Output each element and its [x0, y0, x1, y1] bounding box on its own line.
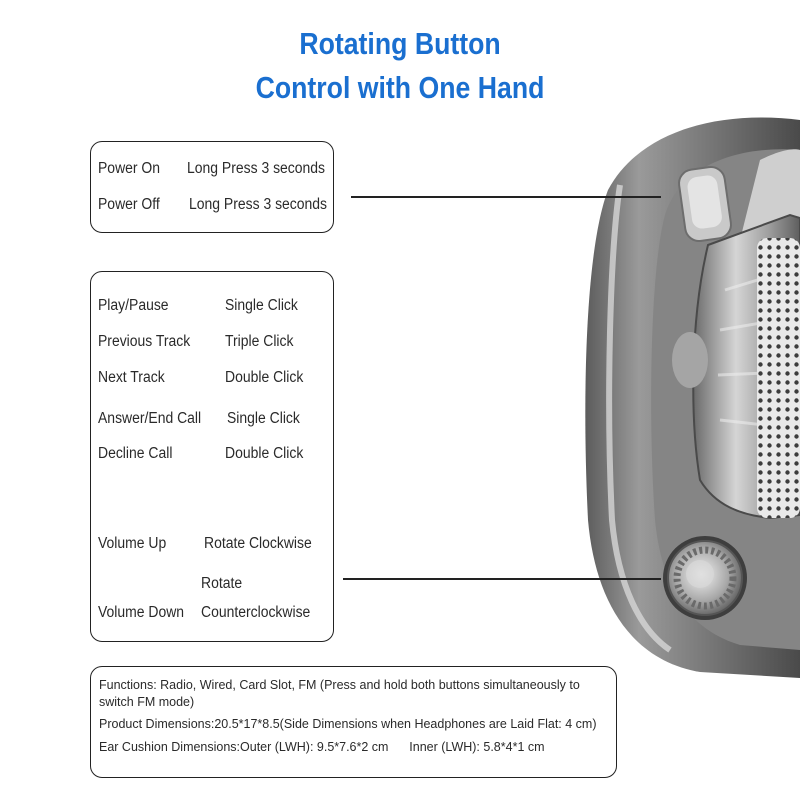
side-bump: [672, 332, 708, 388]
page-title-line-1: Rotating Button: [299, 26, 501, 61]
volume-down-method-line-1: Rotate: [201, 575, 243, 592]
speaker-mesh: [757, 238, 800, 518]
volume-up-label: Volume Up: [98, 535, 167, 552]
next-track-label: Next Track: [98, 369, 165, 386]
power-off-method: Long Press 3 seconds: [189, 196, 328, 213]
power-on-label: Power On: [98, 160, 161, 177]
functions-text: Functions: Radio, Wired, Card Slot, FM (Press and hold both buttons simultaneously to switch FM mode): [99, 678, 580, 709]
answer-end-call-label: Answer/End Call: [98, 410, 202, 427]
play-pause-label: Play/Pause: [98, 297, 169, 314]
power-button-leader-line: [351, 196, 661, 198]
volume-up-method: Rotate Clockwise: [204, 535, 312, 552]
decline-call-label: Decline Call: [98, 445, 173, 462]
power-controls-box: [90, 141, 334, 233]
previous-track-label: Previous Track: [98, 333, 191, 350]
page-title-line-2: Control with One Hand: [255, 70, 545, 105]
previous-track-method: Triple Click: [225, 333, 294, 350]
rotary-knob-leader-line: [343, 578, 661, 580]
product-dimensions-text: Product Dimensions:20.5*17*8.5(Side Dimensions when Headphones are Laid Flat: 4 cm): [99, 717, 597, 731]
power-on-method: Long Press 3 seconds: [187, 160, 326, 177]
rotary-knob-shape: [663, 536, 747, 620]
answer-end-call-method: Single Click: [227, 410, 300, 427]
decline-call-method: Double Click: [225, 445, 304, 462]
next-track-method: Double Click: [225, 369, 304, 386]
volume-down-method-line-2: Counterclockwise: [201, 604, 311, 621]
play-pause-method: Single Click: [225, 297, 298, 314]
power-off-label: Power Off: [98, 196, 160, 213]
ear-cushion-dimensions-text: Ear Cushion Dimensions:Outer (LWH): 9.5*7.6*2 cm Inner (LWH): 5.8*4*1 cm: [99, 740, 545, 754]
volume-down-label: Volume Down: [98, 604, 185, 621]
